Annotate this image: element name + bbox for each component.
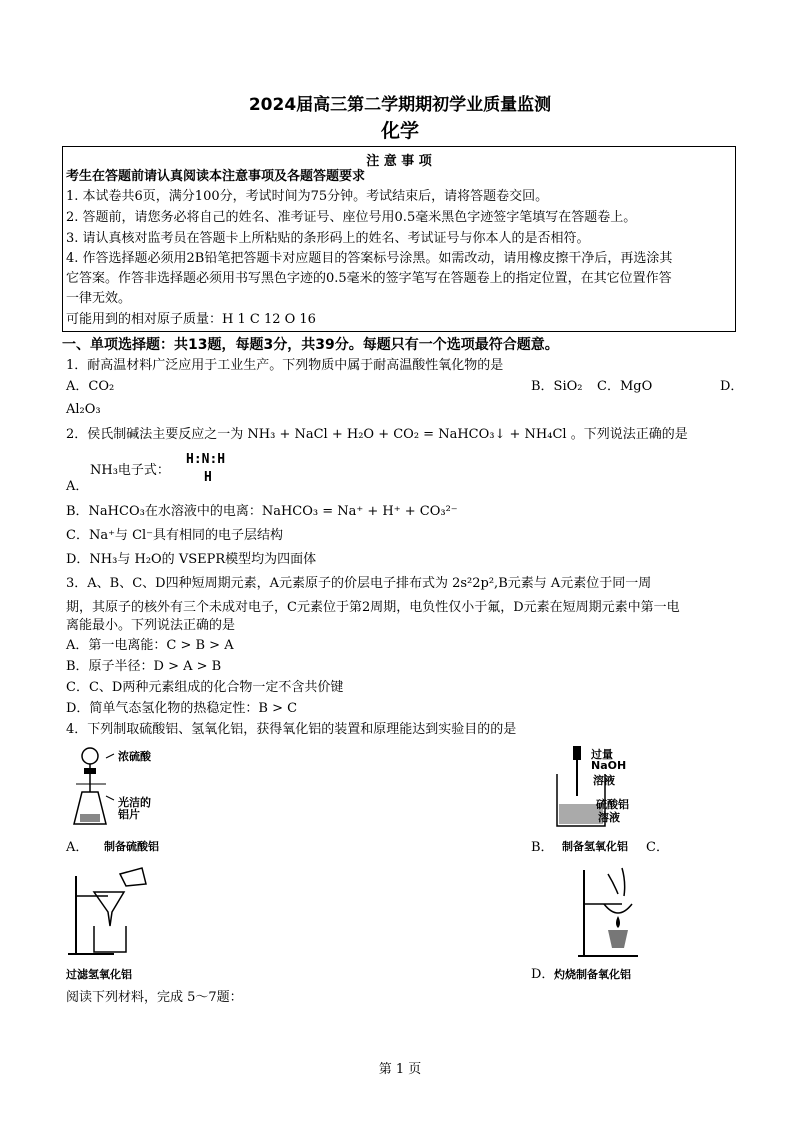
q1-option-c: C．MgO [597,379,653,394]
notice-subheading: 考生在答题前请认真阅读本注意事项及各题答题要求 [66,169,366,184]
notice-item-4c: 一律无效。 [66,291,132,306]
q3-stem-line-1: 3．A、B、C、D四种短周期元素，A元素原子的价层电子排布式为 2s²2p²,B元素与 A元素位于同一周 [66,576,652,591]
q2-option-a-label: A． [66,479,89,494]
q1-stem: 1．耐高温材料广泛应用于工业生产。下列物质中属于耐高温酸性氧化物的是 [66,358,504,373]
ammonia-lewis-bottom: H [204,470,212,485]
q2-option-d: D．NH₃与 H₂O的 VSEPR模型均为四面体 [66,552,317,567]
reading-instruction: 阅读下列材料，完成 5～7题： [66,990,243,1005]
figure-b-reagent-1: 过量 [591,748,613,761]
q3-option-a: A．第一电离能：C > B > A [66,638,234,653]
q1-option-d: D． [720,379,744,394]
q4-stem: 4．下列制取硫酸铝、氢氧化铝，获得氧化铝的装置和原理能达到实验目的的是 [66,722,517,737]
notice-item-4b: 它答案。作答非选择题必须用书写黑色字迹的0.5毫米的签字笔写在答题卷上的指定位置，在其它位置作答 [66,271,672,286]
notice-heading: 注 意 事 项 [366,154,432,169]
q3-option-c: C．C、D两种元素组成的化合物一定不含共价键 [66,680,344,695]
q2-option-a-text: NH₃电子式： [90,463,170,478]
q1-option-d-formula: Al₂O₃ [66,402,101,417]
q1-option-a: A．CO₂ [66,379,115,394]
q4-option-d-label: D． [531,967,555,982]
exam-title: 2024届高三第二学期期初学业质量监测 [248,95,552,115]
figure-b-reagent-3: 溶液 [593,774,615,787]
page-number: 第 1 页 [378,1062,422,1077]
notice-item-3: 3. 请认真核对监考员在答题卡上所粘贴的条形码上的姓名、考试证号与你本人的是否相符。 [66,231,590,246]
figure-b-reagent-2: NaOH [591,759,627,772]
figure-b-caption: 制备氢氧化铝 [562,840,628,853]
q3-stem-line-2: 期，其原子的核外有三个未成对电子，C元素位于第2周期，电负性仅小于氟，D元素在短周期元素中第一电 [66,600,680,615]
figure-d-combustion-apparatus [578,864,658,964]
notice-item-2: 2. 答题前，请您务必将自己的姓名、准考证号、座位号用0.5毫米黑色字迹签字笔填写在答题卷上。 [66,210,637,225]
figure-a-sample-1: 光洁的 [118,796,151,809]
figure-a-reagent: 浓硫酸 [118,750,151,763]
figure-b-solution-1: 硫酸铝 [596,798,629,811]
figure-d-caption: 灼烧制备氧化铝 [554,968,631,981]
q3-option-b: B．原子半径：D > A > B [66,659,222,674]
q4-option-a-label: A． [66,840,89,855]
figure-b-solution-2: 溶液 [598,811,620,824]
q4-option-c-label: C． [646,840,669,855]
figure-c-filtration-apparatus [64,866,154,962]
notice-item-4: 4. 作答选择题必须用2B铅笔把答题卡对应题目的答案标号涂黑。如需改动，请用橡皮擦干净后，再选涂其 [66,251,673,266]
q4-option-b-label: B． [531,840,554,855]
q1-option-b: B．SiO₂ [531,379,583,394]
figure-a-sample-2: 铝片 [118,808,140,821]
subject-title: 化学 [380,120,419,142]
q2-stem: 2．侯氏制碱法主要反应之一为 NH₃ + NaCl + H₂O + CO₂ = NaHCO₃↓ + NH₄Cl 。下列说法正确的是 [66,427,688,442]
ammonia-lewis-top: H:N:H [186,452,226,467]
section-heading: 一、单项选择题：共13题，每题3分，共39分。每题只有一个选项最符合题意。 [62,337,559,353]
q3-option-d: D．简单气态氢化物的热稳定性：B > C [66,701,298,716]
q2-option-b: B．NaHCO₃在水溶液中的电离：NaHCO₃ = Na⁺ + H⁺ + CO₃²⁻ [66,504,458,519]
figure-c-caption: 过滤氢氧化铝 [66,968,132,981]
q2-option-c: C．Na⁺与 Cl⁻具有相同的电子层结构 [66,528,284,543]
notice-item-1: 1. 本试卷共6页，满分100分，考试时间为75分钟。考试结束后，请将答题卷交回。 [66,189,549,204]
figure-a-caption: 制备硫酸铝 [104,840,159,853]
atomic-mass: 可能用到的相对原子质量：H 1 C 12 O 16 [66,312,316,327]
q3-stem-line-3: 离能最小。下列说法正确的是 [66,618,236,633]
